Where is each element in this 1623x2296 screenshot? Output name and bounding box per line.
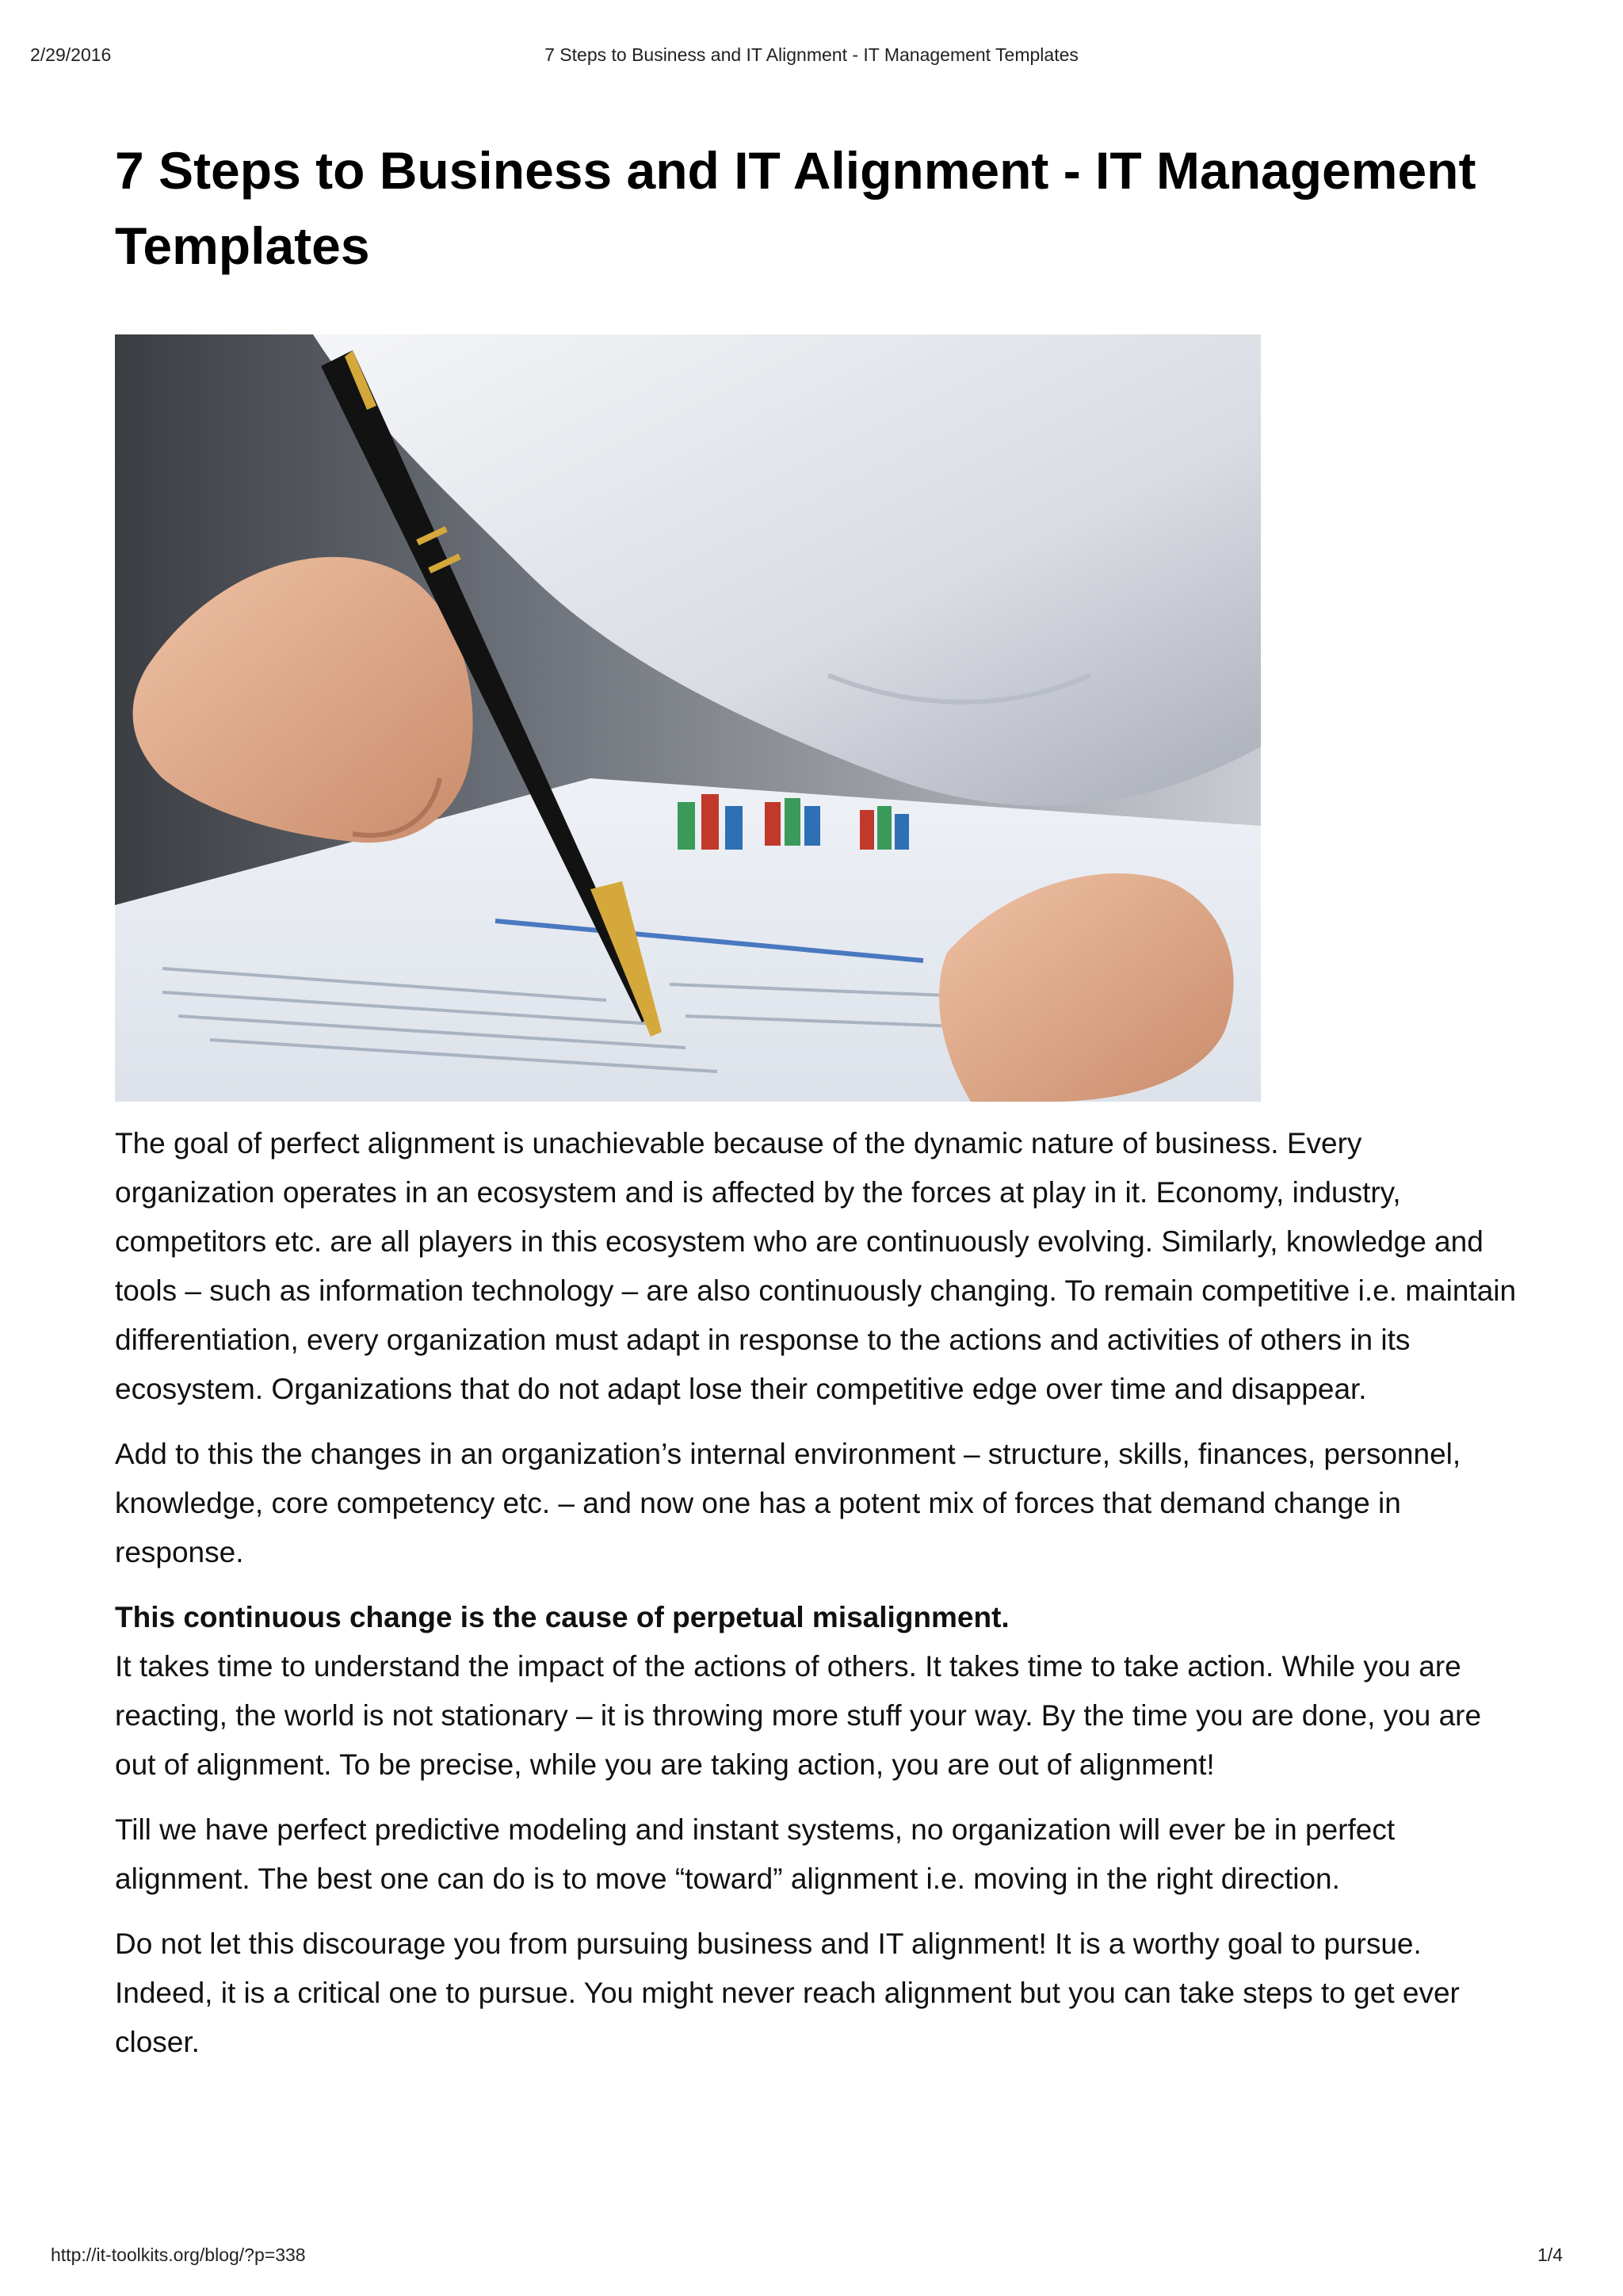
- paragraph-4: Till we have perfect predictive modeling and instant systems, no organization will ever be in perfect alignment. The best one can do is to move “toward” alignment i.e. moving in the right direction.: [115, 1813, 1396, 1895]
- paragraph-3: [115, 1593, 1518, 1790]
- bold-lead-sentence: This continuous change is the cause of perpetual misalignment.: [115, 1601, 1010, 1633]
- article-body: [115, 1119, 1518, 2083]
- paragraph-5: Do not let this discourage you from pursuing business and IT alignment! It is a worthy goal to pursue. Indeed, it is a critical one to pursue. You might never reach alignment but you can take steps to get ever closer.: [115, 1927, 1460, 2058]
- paragraph-3-text: It takes time to understand the impact of the actions of others. It takes time to take action. While you are reacting, the world is not stationary – it is throwing more stuff your way. By the time you are done, you are out of alignment. To be precise, while you are taking action, you are out of alignment!: [115, 1650, 1482, 1781]
- paragraph-1: The goal of perfect alignment is unachievable because of the dynamic nature of business. Every organization operates in an ecosystem and is affected by the forces at play in it. Economy, industry, competitors etc. are all players in this ecosystem who are continuously evolving. Similarly, knowledge and tools – such as information technology – are also continuously changing. To remain competitive i.e. maintain differentiation, every organization must adapt in response to the actions and activities of others in its ecosystem. Organizations that do not adapt lose their competitive edge over time and disappear.: [115, 1127, 1517, 1405]
- page-number: 1/4: [1537, 2244, 1563, 2265]
- print-page-title: 7 Steps to Business and IT Alignment - IT Management Templates: [544, 44, 1079, 65]
- page-title: 7 Steps to Business and IT Alignment - IT Management Templates: [115, 141, 1476, 275]
- paragraph-2: Add to this the changes in an organization’s internal environment – structure, skills, finances, personnel, knowledge, core competency etc. – and now one has a potent mix of forces that demand change in response.: [115, 1438, 1461, 1568]
- print-date: 2/29/2016: [30, 44, 112, 65]
- page-url: http://it-toolkits.org/blog/?p=338: [51, 2244, 306, 2265]
- hero-image-hand-writing-with-pen: [115, 334, 1261, 1102]
